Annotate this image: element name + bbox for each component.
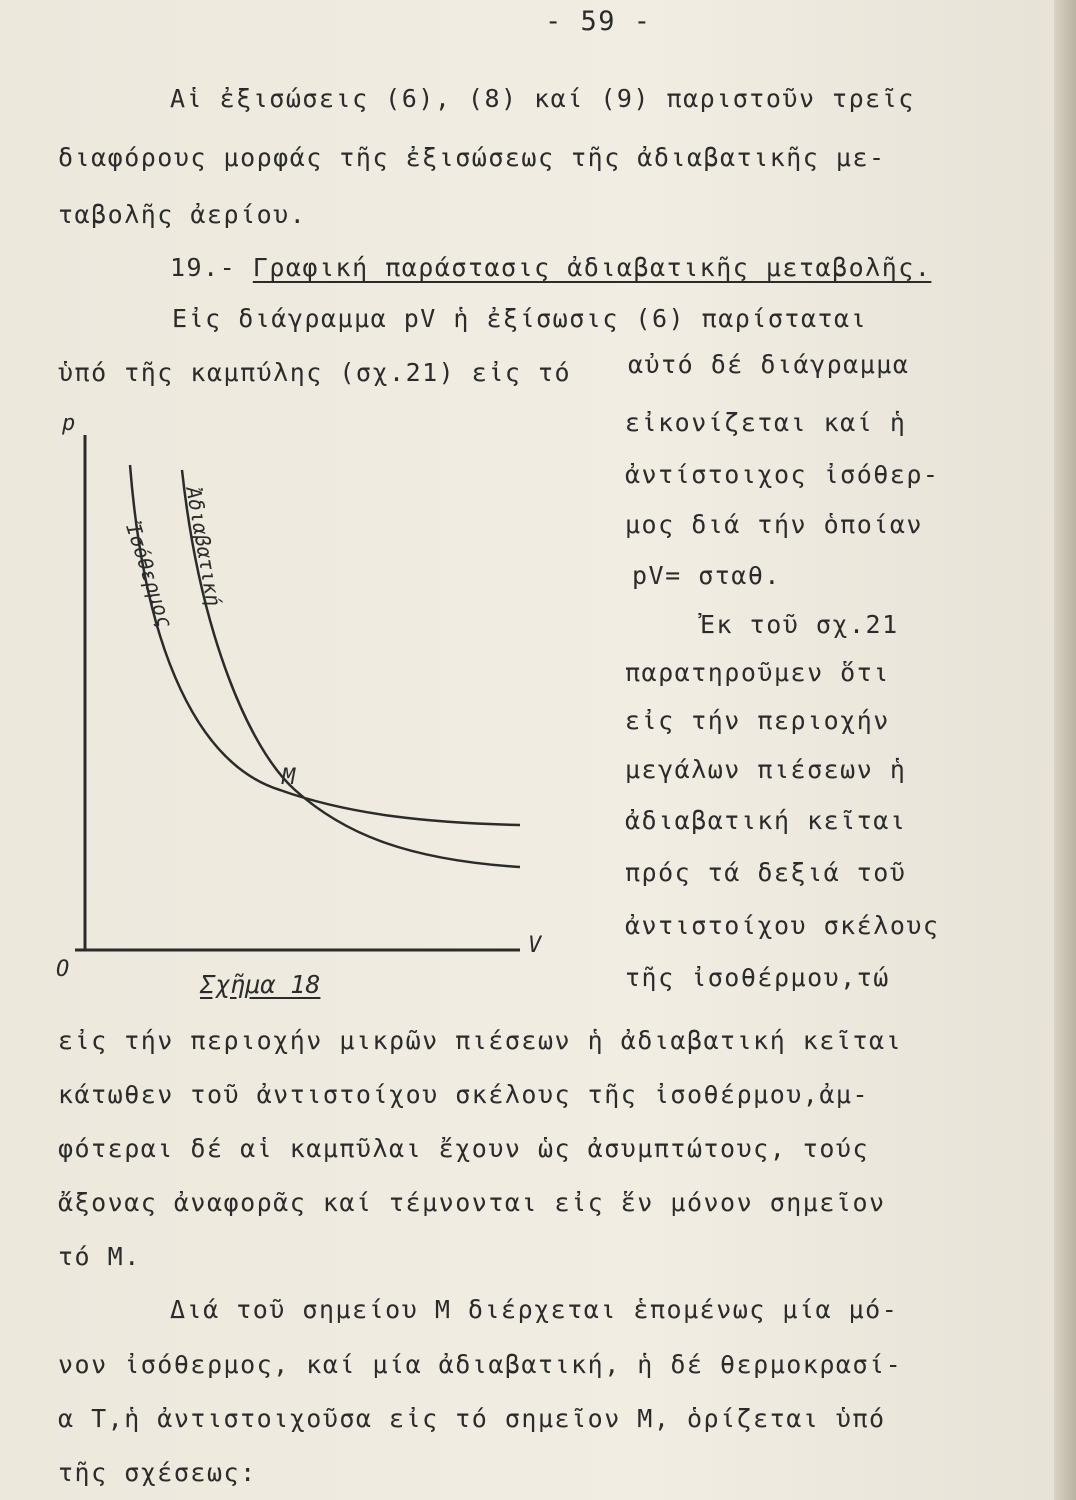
pv-diagram-svg	[50, 405, 610, 1005]
right-column-line: pV= σταθ.	[632, 561, 781, 590]
right-column-line: εἰκονίζεται καί ἡ	[625, 408, 907, 437]
isotherm-label: Ἰσόθερμος	[121, 520, 178, 631]
paragraph-3-line-3: φότεραι δέ αἱ καμπῦλαι ἔχουν ὡς ἀσυμπτώτους, τούς	[58, 1134, 870, 1163]
paragraph-1-line-1: Αἱ ἐξισώσεις (6), (8) καί (9) παριστοῦν τρεῖς	[170, 84, 915, 113]
right-column-line: εἰς τήν περιοχήν	[625, 706, 890, 735]
paragraph-1-line-2: διαφόρους μορφάς τῆς ἐξισώσεως τῆς ἀδιαβατικῆς με-	[58, 143, 886, 172]
section-heading	[170, 255, 931, 280]
paragraph-2-line-1: Εἰς διάγραμμα pV ἡ ἐξίσωσις (6) παρίσταται	[172, 304, 868, 333]
right-column-line: παρατηροῦμεν ὅτι	[625, 658, 890, 687]
right-column-line: μεγάλων πιέσεων ἡ	[625, 755, 907, 784]
y-axis-label: p	[62, 411, 76, 436]
right-column-line: τῆς ἰσοθέρμου,τώ	[625, 963, 890, 992]
x-axis-label: V	[528, 933, 542, 958]
paragraph-4-line-1: Διά τοῦ σημείου Μ διέρχεται ἑπομένως μία μό-	[170, 1295, 899, 1324]
right-column-line: ἀντιστοίχου σκέλους	[625, 911, 940, 940]
paragraph-4-line-4: τῆς σχέσεως:	[58, 1458, 257, 1487]
section-title: Γραφική παράστασις ἀδιαβατικῆς μεταβολῆς.	[252, 253, 932, 282]
adiabatic-curve	[182, 470, 520, 867]
right-column-line: αὐτό δέ διάγραμμα	[628, 350, 910, 379]
right-column-line: μος διά τήν ὁποίαν	[625, 510, 923, 539]
adiabatic-label: Ἀδιαβατική	[181, 485, 226, 608]
paragraph-3-line-1: εἰς τήν περιοχήν μικρῶν πιέσεων ἡ ἀδιαβατική κεῖται	[58, 1026, 903, 1055]
paragraph-3-line-4: ἄξονας ἀναφορᾶς καί τέμνονται εἰς ἕν μόνον σημεῖον	[58, 1188, 886, 1217]
right-column-line: ἀδιαβατική κεῖται	[625, 806, 907, 835]
paragraph-4-line-3: α Τ,ἡ ἀντιστοιχοῦσα εἰς τό σημεῖον Μ, ὁρίζεται ὑπό	[58, 1404, 886, 1433]
paragraph-3-line-2: κάτωθεν τοῦ ἀντιστοίχου σκέλους τῆς ἰσοθέρμου,ἀμ-	[58, 1080, 870, 1109]
page-edge-shadow	[1054, 0, 1076, 1500]
paragraph-2-line-2: ὑπό τῆς καμπύλης (σχ.21) εἰς τό	[58, 358, 572, 387]
right-column-line: ἀντίστοιχος ἰσόθερ-	[625, 460, 940, 489]
paragraph-4-line-2: νον ἰσόθερμος, καί μία ἀδιαβατική, ἡ δέ θερμοκρασί-	[58, 1350, 903, 1379]
figure-caption: Σχῆμα 18	[200, 970, 321, 999]
origin-label: O	[56, 957, 70, 982]
right-column-line: πρός τά δεξιά τοῦ	[625, 858, 907, 887]
paragraph-3-line-5: τό Μ.	[58, 1242, 141, 1271]
right-column-line: Ἐκ τοῦ σχ.21	[700, 610, 899, 639]
intersection-point-label: M	[282, 765, 296, 790]
paragraph-1-line-3: ταβολῆς ἀερίου.	[58, 200, 307, 229]
page-number: - 59 -	[545, 6, 652, 37]
section-number: 19.-	[170, 253, 237, 282]
pv-diagram-figure	[50, 405, 610, 1005]
